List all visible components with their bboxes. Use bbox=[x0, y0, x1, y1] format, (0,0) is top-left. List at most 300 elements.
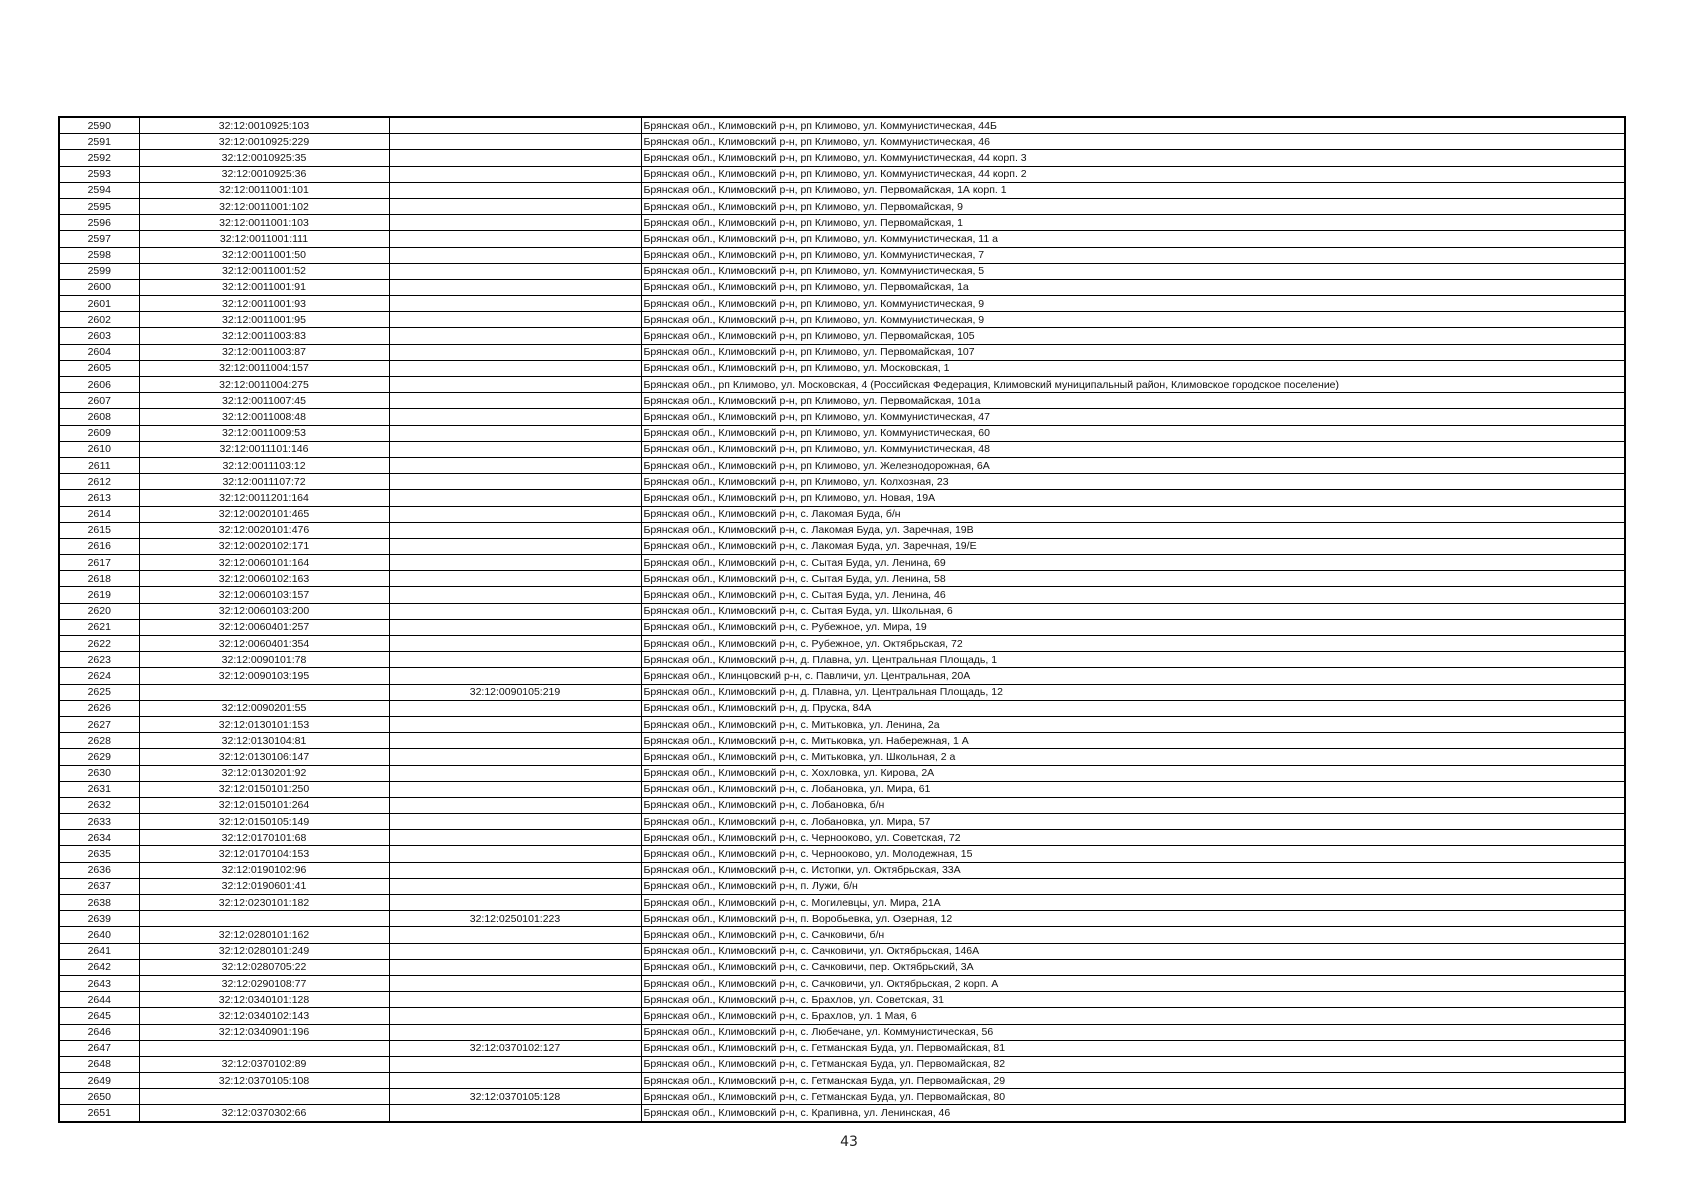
secondary-cadastral-number-cell bbox=[389, 603, 641, 619]
cadastral-number-cell: 32:12:0020102:171 bbox=[139, 538, 389, 554]
row-number-cell: 2648 bbox=[59, 1056, 139, 1072]
secondary-cadastral-number-cell bbox=[389, 781, 641, 797]
table-row bbox=[59, 441, 1625, 457]
secondary-cadastral-number-cell: 32:12:0250101:223 bbox=[389, 911, 641, 927]
cadastral-number-cell: 32:12:0060101:164 bbox=[139, 555, 389, 571]
table-row bbox=[59, 1056, 1625, 1072]
table-row bbox=[59, 878, 1625, 894]
address-cell: Брянская обл., Климовский р-н, п. Воробьевка, ул. Озерная, 12 bbox=[641, 911, 1625, 927]
row-number-cell: 2628 bbox=[59, 733, 139, 749]
address-cell: Брянская обл., Климовский р-н, рп Климово, ул. Коммунистическая, 48 bbox=[641, 441, 1625, 457]
cadastral-number-cell: 32:12:0011004:157 bbox=[139, 360, 389, 376]
table-row bbox=[59, 1040, 1625, 1056]
cadastral-number-cell: 32:12:0130104:81 bbox=[139, 733, 389, 749]
row-number-cell: 2647 bbox=[59, 1040, 139, 1056]
row-number-cell: 2620 bbox=[59, 603, 139, 619]
address-cell: Брянская обл., Климовский р-н, д. Плавна, ул. Центральная Площадь, 1 bbox=[641, 652, 1625, 668]
address-cell: Брянская обл., Климовский р-н, с. Митьковка, ул. Набережная, 1 А bbox=[641, 733, 1625, 749]
cadastral-number-cell: 32:12:0011001:102 bbox=[139, 198, 389, 214]
row-number-cell: 2634 bbox=[59, 830, 139, 846]
cadastral-number-cell: 32:12:0011001:111 bbox=[139, 231, 389, 247]
table-row bbox=[59, 652, 1625, 668]
address-cell: Брянская обл., Климовский р-н, рп Климово, ул. Первомайская, 1 bbox=[641, 215, 1625, 231]
row-number-cell: 2641 bbox=[59, 943, 139, 959]
cadastral-number-cell: 32:12:0280101:162 bbox=[139, 927, 389, 943]
row-number-cell: 2596 bbox=[59, 215, 139, 231]
secondary-cadastral-number-cell bbox=[389, 733, 641, 749]
cadastral-number-cell: 32:12:0340102:143 bbox=[139, 1008, 389, 1024]
secondary-cadastral-number-cell bbox=[389, 927, 641, 943]
address-cell: Брянская обл., Климовский р-н, с. Митьковка, ул. Ленина, 2а bbox=[641, 716, 1625, 732]
table-row bbox=[59, 474, 1625, 490]
secondary-cadastral-number-cell bbox=[389, 555, 641, 571]
cadastral-number-cell: 32:12:0150101:264 bbox=[139, 797, 389, 813]
cadastral-number-cell: 32:12:0010925:35 bbox=[139, 150, 389, 166]
cadastral-number-cell: 32:12:0011107:72 bbox=[139, 474, 389, 490]
row-number-cell: 2612 bbox=[59, 474, 139, 490]
cadastral-number-cell: 32:12:0011001:93 bbox=[139, 296, 389, 312]
cadastral-number-cell: 32:12:0150101:250 bbox=[139, 781, 389, 797]
secondary-cadastral-number-cell bbox=[389, 134, 641, 150]
secondary-cadastral-number-cell bbox=[389, 943, 641, 959]
secondary-cadastral-number-cell bbox=[389, 215, 641, 231]
secondary-cadastral-number-cell bbox=[389, 425, 641, 441]
secondary-cadastral-number-cell bbox=[389, 474, 641, 490]
cadastral-number-cell: 32:12:0011001:103 bbox=[139, 215, 389, 231]
secondary-cadastral-number-cell bbox=[389, 652, 641, 668]
page-number: 43 bbox=[840, 1134, 858, 1150]
cadastral-number-cell: 32:12:0090201:55 bbox=[139, 700, 389, 716]
address-cell: Брянская обл., Климовский р-н, с. Лобановка, б/н bbox=[641, 797, 1625, 813]
address-cell: Брянская обл., Климовский р-н, с. Брахлов, ул. Советская, 31 bbox=[641, 992, 1625, 1008]
address-cell: Брянская обл., Климовский р-н, с. Лобановка, ул. Мира, 61 bbox=[641, 781, 1625, 797]
address-cell: Брянская обл., Климовский р-н, с. Любечане, ул. Коммунистическая, 56 bbox=[641, 1024, 1625, 1040]
table-row bbox=[59, 797, 1625, 813]
table-row bbox=[59, 781, 1625, 797]
cadastral-number-cell: 32:12:0011009:53 bbox=[139, 425, 389, 441]
secondary-cadastral-number-cell bbox=[389, 1008, 641, 1024]
cadastral-number-cell: 32:12:0290108:77 bbox=[139, 975, 389, 991]
row-number-cell: 2594 bbox=[59, 182, 139, 198]
address-cell: Брянская обл., Климовский р-н, с. Сытая Буда, ул. Ленина, 46 bbox=[641, 587, 1625, 603]
cadastral-number-cell: 32:12:0340901:196 bbox=[139, 1024, 389, 1040]
secondary-cadastral-number-cell bbox=[389, 636, 641, 652]
address-cell: Брянская обл., Климовский р-н, с. Сытая Буда, ул. Ленина, 58 bbox=[641, 571, 1625, 587]
row-number-cell: 2606 bbox=[59, 377, 139, 393]
cadastral-number-cell: 32:12:0011103:12 bbox=[139, 457, 389, 473]
secondary-cadastral-number-cell bbox=[389, 895, 641, 911]
secondary-cadastral-number-cell bbox=[389, 263, 641, 279]
row-number-cell: 2632 bbox=[59, 797, 139, 813]
address-cell: Брянская обл., Климовский р-н, с. Крапивна, ул. Ленинская, 46 bbox=[641, 1105, 1625, 1122]
table-row bbox=[59, 409, 1625, 425]
secondary-cadastral-number-cell bbox=[389, 571, 641, 587]
row-number-cell: 2599 bbox=[59, 263, 139, 279]
cadastral-number-cell: 32:12:0090101:78 bbox=[139, 652, 389, 668]
secondary-cadastral-number-cell bbox=[389, 328, 641, 344]
secondary-cadastral-number-cell bbox=[389, 700, 641, 716]
secondary-cadastral-number-cell bbox=[389, 409, 641, 425]
address-cell: Брянская обл., Климовский р-н, с. Рубежное, ул. Мира, 19 bbox=[641, 619, 1625, 635]
secondary-cadastral-number-cell: 32:12:0090105:219 bbox=[389, 684, 641, 700]
table-row bbox=[59, 425, 1625, 441]
address-cell: Брянская обл., Климовский р-н, д. Пруска, 84А bbox=[641, 700, 1625, 716]
address-cell: Брянская обл., Климовский р-н, с. Сачковичи, ул. Октябрьская, 146А bbox=[641, 943, 1625, 959]
address-cell: Брянская обл., Климовский р-н, рп Климово, ул. Коммунистическая, 5 bbox=[641, 263, 1625, 279]
registry-table bbox=[58, 116, 1626, 1123]
secondary-cadastral-number-cell bbox=[389, 150, 641, 166]
registry-table-body bbox=[59, 117, 1625, 1122]
address-cell: Брянская обл., Климовский р-н, рп Климово, ул. Первомайская, 9 bbox=[641, 198, 1625, 214]
secondary-cadastral-number-cell bbox=[389, 117, 641, 134]
row-number-cell: 2595 bbox=[59, 198, 139, 214]
address-cell: Брянская обл., рп Климово, ул. Московская, 4 (Российская Федерация, Климовский муниципальный район, Климовское городское поселение) bbox=[641, 377, 1625, 393]
address-cell: Брянская обл., Климовский р-н, рп Климово, ул. Коммунистическая, 47 bbox=[641, 409, 1625, 425]
row-number-cell: 2649 bbox=[59, 1073, 139, 1089]
secondary-cadastral-number-cell bbox=[389, 247, 641, 263]
address-cell: Брянская обл., Климовский р-н, с. Лакомая Буда, ул. Заречная, 19В bbox=[641, 522, 1625, 538]
address-cell: Брянская обл., Климовский р-н, с. Митьковка, ул. Школьная, 2 а bbox=[641, 749, 1625, 765]
row-number-cell: 2604 bbox=[59, 344, 139, 360]
row-number-cell: 2591 bbox=[59, 134, 139, 150]
row-number-cell: 2617 bbox=[59, 555, 139, 571]
secondary-cadastral-number-cell bbox=[389, 1056, 641, 1072]
secondary-cadastral-number-cell bbox=[389, 1024, 641, 1040]
address-cell: Брянская обл., Климовский р-н, рп Климово, ул. Колхозная, 23 bbox=[641, 474, 1625, 490]
table-row bbox=[59, 911, 1625, 927]
row-number-cell: 2644 bbox=[59, 992, 139, 1008]
table-row bbox=[59, 344, 1625, 360]
secondary-cadastral-number-cell bbox=[389, 749, 641, 765]
table-row bbox=[59, 522, 1625, 538]
address-cell: Брянская обл., Климовский р-н, с. Брахлов, ул. 1 Мая, 6 bbox=[641, 1008, 1625, 1024]
row-number-cell: 2639 bbox=[59, 911, 139, 927]
row-number-cell: 2607 bbox=[59, 393, 139, 409]
secondary-cadastral-number-cell bbox=[389, 959, 641, 975]
table-row bbox=[59, 150, 1625, 166]
address-cell: Брянская обл., Климовский р-н, рп Климово, ул. Коммунистическая, 60 bbox=[641, 425, 1625, 441]
cadastral-number-cell: 32:12:0011003:83 bbox=[139, 328, 389, 344]
cadastral-number-cell: 32:12:0010925:103 bbox=[139, 117, 389, 134]
row-number-cell: 2602 bbox=[59, 312, 139, 328]
address-cell: Брянская обл., Климовский р-н, рп Климово, ул. Первомайская, 105 bbox=[641, 328, 1625, 344]
table-row bbox=[59, 619, 1625, 635]
row-number-cell: 2624 bbox=[59, 668, 139, 684]
cadastral-number-cell: 32:12:0130106:147 bbox=[139, 749, 389, 765]
secondary-cadastral-number-cell bbox=[389, 797, 641, 813]
cadastral-number-cell: 32:12:0170104:153 bbox=[139, 846, 389, 862]
cadastral-number-cell: 32:12:0011201:164 bbox=[139, 490, 389, 506]
cadastral-number-cell: 32:12:0010925:36 bbox=[139, 166, 389, 182]
cadastral-number-cell: 32:12:0011004:275 bbox=[139, 377, 389, 393]
row-number-cell: 2597 bbox=[59, 231, 139, 247]
cadastral-number-cell: 32:12:0011001:50 bbox=[139, 247, 389, 263]
cadastral-number-cell bbox=[139, 684, 389, 700]
address-cell: Брянская обл., Климовский р-н, рп Климово, ул. Коммунистическая, 44Б bbox=[641, 117, 1625, 134]
cadastral-number-cell: 32:12:0010925:229 bbox=[139, 134, 389, 150]
address-cell: Брянская обл., Клинцовский р-н, с. Павличи, ул. Центральная, 20А bbox=[641, 668, 1625, 684]
cadastral-number-cell: 32:12:0011001:52 bbox=[139, 263, 389, 279]
row-number-cell: 2615 bbox=[59, 522, 139, 538]
cadastral-number-cell: 32:12:0280101:249 bbox=[139, 943, 389, 959]
row-number-cell: 2640 bbox=[59, 927, 139, 943]
row-number-cell: 2608 bbox=[59, 409, 139, 425]
table-row bbox=[59, 490, 1625, 506]
table-row bbox=[59, 377, 1625, 393]
cadastral-number-cell: 32:12:0011003:87 bbox=[139, 344, 389, 360]
row-number-cell: 2619 bbox=[59, 587, 139, 603]
secondary-cadastral-number-cell bbox=[389, 619, 641, 635]
table-row bbox=[59, 312, 1625, 328]
cadastral-number-cell: 32:12:0011008:48 bbox=[139, 409, 389, 425]
table-row bbox=[59, 959, 1625, 975]
cadastral-number-cell: 32:12:0370302:66 bbox=[139, 1105, 389, 1122]
row-number-cell: 2605 bbox=[59, 360, 139, 376]
cadastral-number-cell: 32:12:0020101:476 bbox=[139, 522, 389, 538]
table-row bbox=[59, 393, 1625, 409]
address-cell: Брянская обл., Климовский р-н, д. Плавна, ул. Центральная Площадь, 12 bbox=[641, 684, 1625, 700]
address-cell: Брянская обл., Климовский р-н, рп Климово, ул. Первомайская, 1А корп. 1 bbox=[641, 182, 1625, 198]
table-row bbox=[59, 1073, 1625, 1089]
table-row bbox=[59, 198, 1625, 214]
cadastral-number-cell: 32:12:0011001:101 bbox=[139, 182, 389, 198]
cadastral-number-cell: 32:12:0190601:41 bbox=[139, 878, 389, 894]
secondary-cadastral-number-cell bbox=[389, 538, 641, 554]
secondary-cadastral-number-cell bbox=[389, 377, 641, 393]
row-number-cell: 2600 bbox=[59, 279, 139, 295]
row-number-cell: 2650 bbox=[59, 1089, 139, 1105]
secondary-cadastral-number-cell bbox=[389, 279, 641, 295]
cadastral-number-cell: 32:12:0060103:157 bbox=[139, 587, 389, 603]
cadastral-number-cell: 32:12:0130201:92 bbox=[139, 765, 389, 781]
address-cell: Брянская обл., Климовский р-н, рп Климово, ул. Первомайская, 1а bbox=[641, 279, 1625, 295]
table-row bbox=[59, 538, 1625, 554]
row-number-cell: 2625 bbox=[59, 684, 139, 700]
row-number-cell: 2631 bbox=[59, 781, 139, 797]
row-number-cell: 2637 bbox=[59, 878, 139, 894]
table-row bbox=[59, 1008, 1625, 1024]
secondary-cadastral-number-cell: 32:12:0370105:128 bbox=[389, 1089, 641, 1105]
cadastral-number-cell: 32:12:0230101:182 bbox=[139, 895, 389, 911]
address-cell: Брянская обл., Климовский р-н, с. Гетманская Буда, ул. Первомайская, 81 bbox=[641, 1040, 1625, 1056]
row-number-cell: 2593 bbox=[59, 166, 139, 182]
table-row bbox=[59, 1089, 1625, 1105]
table-row bbox=[59, 506, 1625, 522]
row-number-cell: 2627 bbox=[59, 716, 139, 732]
secondary-cadastral-number-cell bbox=[389, 522, 641, 538]
address-cell: Брянская обл., Климовский р-н, с. Сытая Буда, ул. Школьная, 6 bbox=[641, 603, 1625, 619]
table-row bbox=[59, 927, 1625, 943]
row-number-cell: 2592 bbox=[59, 150, 139, 166]
address-cell: Брянская обл., Климовский р-н, рп Климово, ул. Московская, 1 bbox=[641, 360, 1625, 376]
table-row bbox=[59, 587, 1625, 603]
secondary-cadastral-number-cell bbox=[389, 846, 641, 862]
table-row bbox=[59, 134, 1625, 150]
table-row bbox=[59, 1024, 1625, 1040]
secondary-cadastral-number-cell bbox=[389, 814, 641, 830]
row-number-cell: 2614 bbox=[59, 506, 139, 522]
address-cell: Брянская обл., Климовский р-н, рп Климово, ул. Коммунистическая, 44 корп. 2 bbox=[641, 166, 1625, 182]
table-row bbox=[59, 182, 1625, 198]
table-row bbox=[59, 117, 1625, 134]
row-number-cell: 2622 bbox=[59, 636, 139, 652]
address-cell: Брянская обл., Климовский р-н, с. Гетманская Буда, ул. Первомайская, 80 bbox=[641, 1089, 1625, 1105]
row-number-cell: 2598 bbox=[59, 247, 139, 263]
secondary-cadastral-number-cell bbox=[389, 166, 641, 182]
table-row bbox=[59, 684, 1625, 700]
secondary-cadastral-number-cell bbox=[389, 231, 641, 247]
table-row bbox=[59, 749, 1625, 765]
cadastral-number-cell: 32:12:0130101:153 bbox=[139, 716, 389, 732]
secondary-cadastral-number-cell bbox=[389, 830, 641, 846]
table-row bbox=[59, 231, 1625, 247]
cadastral-number-cell: 32:12:0280705:22 bbox=[139, 959, 389, 975]
secondary-cadastral-number-cell bbox=[389, 716, 641, 732]
row-number-cell: 2635 bbox=[59, 846, 139, 862]
secondary-cadastral-number-cell bbox=[389, 992, 641, 1008]
cadastral-number-cell bbox=[139, 1040, 389, 1056]
row-number-cell: 2590 bbox=[59, 117, 139, 134]
cadastral-number-cell bbox=[139, 1089, 389, 1105]
address-cell: Брянская обл., Климовский р-н, с. Лакомая Буда, ул. Заречная, 19/Е bbox=[641, 538, 1625, 554]
row-number-cell: 2630 bbox=[59, 765, 139, 781]
row-number-cell: 2633 bbox=[59, 814, 139, 830]
secondary-cadastral-number-cell bbox=[389, 587, 641, 603]
secondary-cadastral-number-cell bbox=[389, 182, 641, 198]
cadastral-number-cell: 32:12:0190102:96 bbox=[139, 862, 389, 878]
cadastral-number-cell: 32:12:0340101:128 bbox=[139, 992, 389, 1008]
cadastral-number-cell: 32:12:0370105:108 bbox=[139, 1073, 389, 1089]
address-cell: Брянская обл., Климовский р-н, с. Хохловка, ул. Кирова, 2А bbox=[641, 765, 1625, 781]
secondary-cadastral-number-cell bbox=[389, 1105, 641, 1122]
row-number-cell: 2645 bbox=[59, 1008, 139, 1024]
secondary-cadastral-number-cell bbox=[389, 360, 641, 376]
table-row bbox=[59, 943, 1625, 959]
table-row bbox=[59, 733, 1625, 749]
row-number-cell: 2638 bbox=[59, 895, 139, 911]
address-cell: Брянская обл., Климовский р-н, с. Гетманская Буда, ул. Первомайская, 82 bbox=[641, 1056, 1625, 1072]
row-number-cell: 2636 bbox=[59, 862, 139, 878]
cadastral-number-cell: 32:12:0011007:45 bbox=[139, 393, 389, 409]
cadastral-number-cell: 32:12:0060102:163 bbox=[139, 571, 389, 587]
secondary-cadastral-number-cell bbox=[389, 344, 641, 360]
row-number-cell: 2651 bbox=[59, 1105, 139, 1122]
table-row bbox=[59, 700, 1625, 716]
secondary-cadastral-number-cell bbox=[389, 457, 641, 473]
secondary-cadastral-number-cell bbox=[389, 393, 641, 409]
address-cell: Брянская обл., Климовский р-н, рп Климово, ул. Коммунистическая, 44 корп. 3 bbox=[641, 150, 1625, 166]
address-cell: Брянская обл., Климовский р-н, рп Климово, ул. Коммунистическая, 9 bbox=[641, 312, 1625, 328]
row-number-cell: 2646 bbox=[59, 1024, 139, 1040]
table-row bbox=[59, 814, 1625, 830]
table-row bbox=[59, 975, 1625, 991]
secondary-cadastral-number-cell bbox=[389, 765, 641, 781]
cadastral-number-cell: 32:12:0060401:257 bbox=[139, 619, 389, 635]
row-number-cell: 2601 bbox=[59, 296, 139, 312]
table-row bbox=[59, 571, 1625, 587]
table-row bbox=[59, 830, 1625, 846]
address-cell: Брянская обл., Климовский р-н, с. Сытая Буда, ул. Ленина, 69 bbox=[641, 555, 1625, 571]
table-row bbox=[59, 166, 1625, 182]
address-cell: Брянская обл., Климовский р-н, с. Чернооково, ул. Советская, 72 bbox=[641, 830, 1625, 846]
table-row bbox=[59, 279, 1625, 295]
table-row bbox=[59, 846, 1625, 862]
secondary-cadastral-number-cell bbox=[389, 296, 641, 312]
cadastral-number-cell: 32:12:0370102:89 bbox=[139, 1056, 389, 1072]
address-cell: Брянская обл., Климовский р-н, рп Климово, ул. Коммунистическая, 7 bbox=[641, 247, 1625, 263]
secondary-cadastral-number-cell bbox=[389, 862, 641, 878]
secondary-cadastral-number-cell bbox=[389, 668, 641, 684]
cadastral-number-cell: 32:12:0011001:95 bbox=[139, 312, 389, 328]
address-cell: Брянская обл., Климовский р-н, рп Климово, ул. Коммунистическая, 9 bbox=[641, 296, 1625, 312]
secondary-cadastral-number-cell bbox=[389, 312, 641, 328]
row-number-cell: 2616 bbox=[59, 538, 139, 554]
cadastral-number-cell: 32:12:0150105:149 bbox=[139, 814, 389, 830]
table-row bbox=[59, 895, 1625, 911]
table-row bbox=[59, 668, 1625, 684]
address-cell: Брянская обл., Климовский р-н, с. Могилевцы, ул. Мира, 21А bbox=[641, 895, 1625, 911]
row-number-cell: 2618 bbox=[59, 571, 139, 587]
address-cell: Брянская обл., Климовский р-н, с. Лобановка, ул. Мира, 57 bbox=[641, 814, 1625, 830]
table-row bbox=[59, 555, 1625, 571]
table-row bbox=[59, 263, 1625, 279]
row-number-cell: 2629 bbox=[59, 749, 139, 765]
address-cell: Брянская обл., Климовский р-н, рп Климово, ул. Коммунистическая, 11 а bbox=[641, 231, 1625, 247]
table-row bbox=[59, 328, 1625, 344]
address-cell: Брянская обл., Климовский р-н, п. Лужи, б/н bbox=[641, 878, 1625, 894]
table-row bbox=[59, 636, 1625, 652]
secondary-cadastral-number-cell bbox=[389, 441, 641, 457]
secondary-cadastral-number-cell bbox=[389, 975, 641, 991]
cadastral-number-cell: 32:12:0090103:195 bbox=[139, 668, 389, 684]
row-number-cell: 2643 bbox=[59, 975, 139, 991]
secondary-cadastral-number-cell bbox=[389, 878, 641, 894]
table-row bbox=[59, 360, 1625, 376]
row-number-cell: 2626 bbox=[59, 700, 139, 716]
secondary-cadastral-number-cell bbox=[389, 198, 641, 214]
address-cell: Брянская обл., Климовский р-н, рп Климово, ул. Первомайская, 107 bbox=[641, 344, 1625, 360]
row-number-cell: 2621 bbox=[59, 619, 139, 635]
secondary-cadastral-number-cell bbox=[389, 490, 641, 506]
table-row bbox=[59, 296, 1625, 312]
address-cell: Брянская обл., Климовский р-н, с. Чернооково, ул. Молодежная, 15 bbox=[641, 846, 1625, 862]
address-cell: Брянская обл., Климовский р-н, рп Климово, ул. Железнодорожная, 6А bbox=[641, 457, 1625, 473]
cadastral-number-cell: 32:12:0170101:68 bbox=[139, 830, 389, 846]
row-number-cell: 2609 bbox=[59, 425, 139, 441]
secondary-cadastral-number-cell bbox=[389, 1073, 641, 1089]
row-number-cell: 2603 bbox=[59, 328, 139, 344]
address-cell: Брянская обл., Климовский р-н, рп Климово, ул. Новая, 19А bbox=[641, 490, 1625, 506]
address-cell: Брянская обл., Климовский р-н, рп Климово, ул. Коммунистическая, 46 bbox=[641, 134, 1625, 150]
table-row bbox=[59, 716, 1625, 732]
row-number-cell: 2642 bbox=[59, 959, 139, 975]
cadastral-number-cell: 32:12:0011001:91 bbox=[139, 279, 389, 295]
row-number-cell: 2613 bbox=[59, 490, 139, 506]
table-row bbox=[59, 862, 1625, 878]
table-row bbox=[59, 247, 1625, 263]
cadastral-number-cell bbox=[139, 911, 389, 927]
row-number-cell: 2623 bbox=[59, 652, 139, 668]
address-cell: Брянская обл., Климовский р-н, с. Рубежное, ул. Октябрьская, 72 bbox=[641, 636, 1625, 652]
cadastral-number-cell: 32:12:0060103:200 bbox=[139, 603, 389, 619]
address-cell: Брянская обл., Климовский р-н, с. Сачковичи, б/н bbox=[641, 927, 1625, 943]
address-cell: Брянская обл., Климовский р-н, рп Климово, ул. Первомайская, 101а bbox=[641, 393, 1625, 409]
row-number-cell: 2611 bbox=[59, 457, 139, 473]
secondary-cadastral-number-cell bbox=[389, 506, 641, 522]
cadastral-number-cell: 32:12:0020101:465 bbox=[139, 506, 389, 522]
address-cell: Брянская обл., Климовский р-н, с. Лакомая Буда, б/н bbox=[641, 506, 1625, 522]
secondary-cadastral-number-cell: 32:12:0370102:127 bbox=[389, 1040, 641, 1056]
